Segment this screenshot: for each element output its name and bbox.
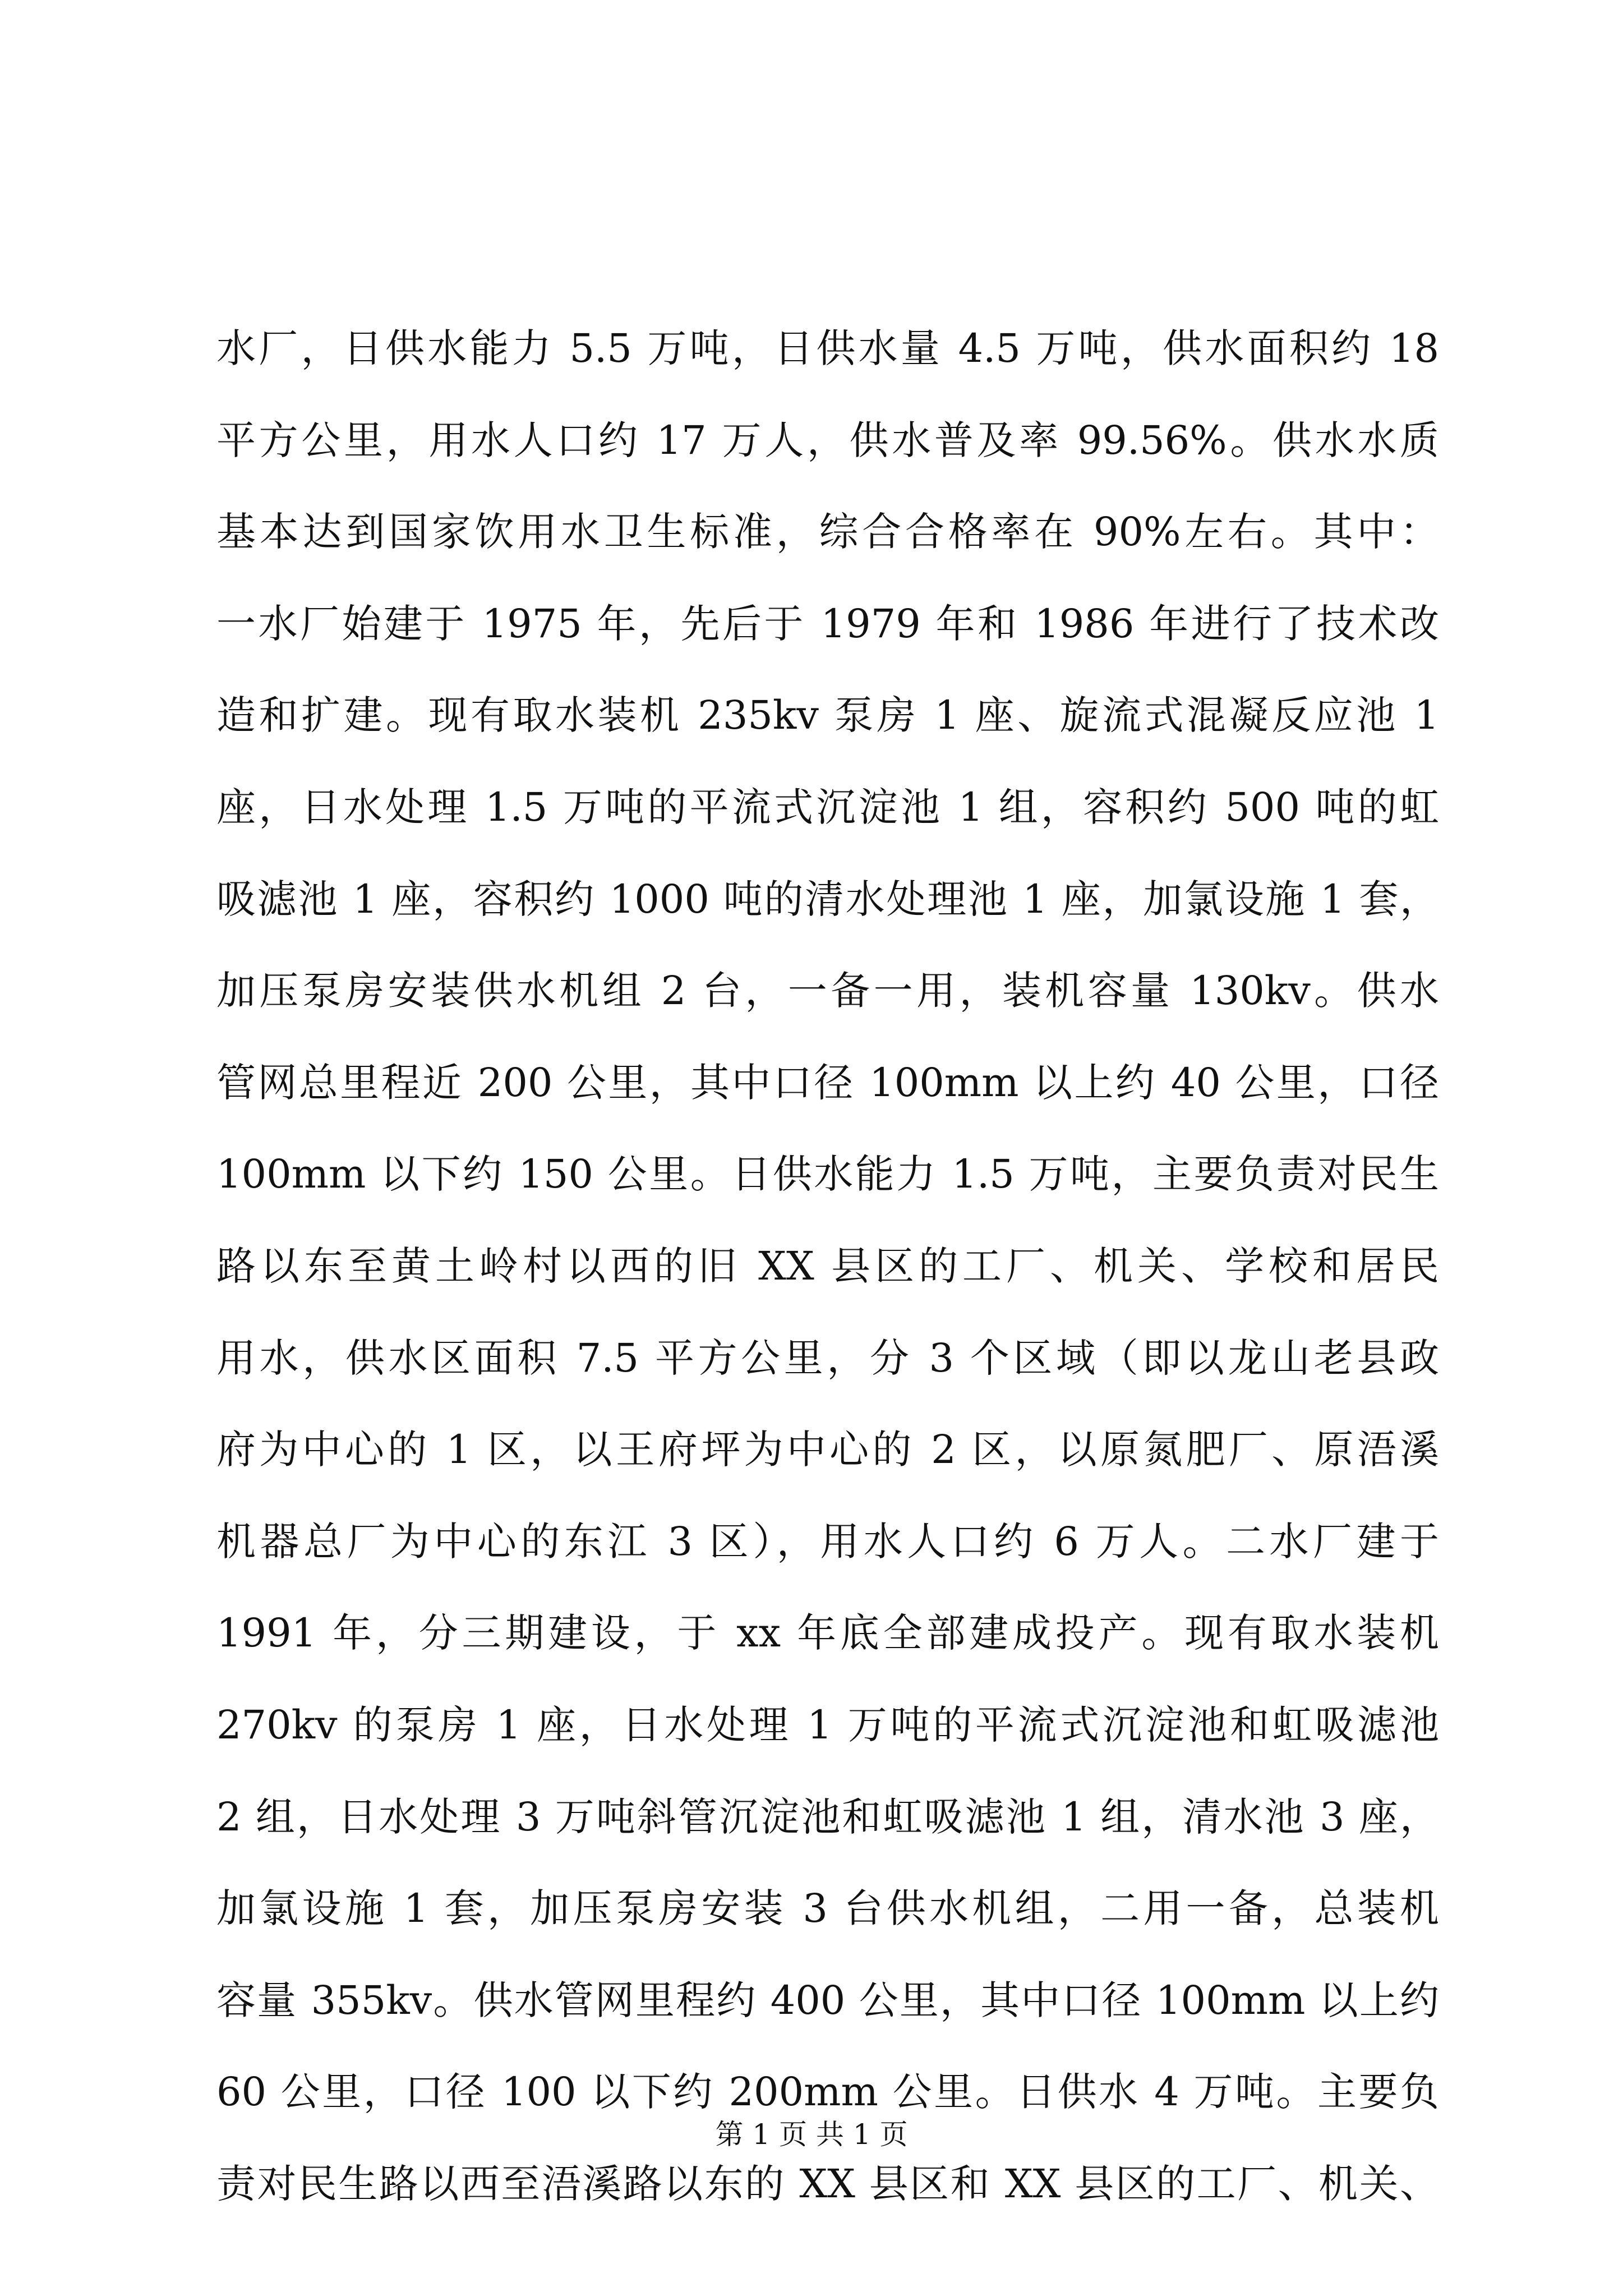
text-line: 1991 年，分三期建设，于 xx 年底全部建成投产。现有取水装机 [216, 1610, 1439, 1657]
text-line: 容量 355kv。供水管网里程约 400 公里，其中口径 100mm 以上约 [216, 1977, 1439, 2023]
text-line: 加压泵房安装供水机组 2 台，一备一用，装机容量 130kv。供水 [216, 968, 1439, 1014]
page-footer: 第 1 页 共 1 页 [715, 2118, 908, 2151]
text-line: 府为中心的 1 区，以王府坪为中心的 2 区，以原氮肥厂、原浯溪 [216, 1427, 1439, 1473]
text-line: 60 公里，口径 100 以下约 200mm 公里。日供水 4 万吨。主要负 [216, 2069, 1439, 2115]
text-line: 管网总里程近 200 公里，其中口径 100mm 以上约 40 公里，口径 [216, 1059, 1439, 1106]
text-line: 用水，供水区面积 7.5 平方公里，分 3 个区域（即以龙山老县政 [216, 1335, 1439, 1381]
text-line: 加氯设施 1 套，加压泵房安装 3 台供水机组，二用一备，总装机 [216, 1885, 1439, 1932]
text-line: 100mm 以下约 150 公里。日供水能力 1.5 万吨，主要负责对民生 [216, 1151, 1439, 1198]
text-line: 造和扩建。现有取水装机 235kv 泵房 1 座、旋流式混凝反应池 1 [216, 692, 1439, 739]
text-line: 座，日水处理 1.5 万吨的平流式沉淀池 1 组，容积约 500 吨的虹 [216, 784, 1439, 830]
text-line: 责对民生路以西至浯溪路以东的 XX 县区和 XX 县区的工厂、机关、 [216, 2160, 1439, 2207]
text-line: 270kv 的泵房 1 座，日水处理 1 万吨的平流式沉淀池和虹吸滤池 [216, 1701, 1439, 1748]
text-line: 吸滤池 1 座，容积约 1000 吨的清水处理池 1 座，加氯设施 1 套， [216, 876, 1439, 922]
text-line: 基本达到国家饮用水卫生标准，综合合格率在 90%左右。其中： [216, 509, 1439, 555]
text-line: 机器总厂为中心的东江 3 区），用水人口约 6 万人。二水厂建于 [216, 1518, 1439, 1565]
text-line: 平方公里，用水人口约 17 万人，供水普及率 99.56%。供水水质 [216, 417, 1439, 463]
body-text [216, 303, 1439, 2230]
text-line: 2 组，日水处理 3 万吨斜管沉淀池和虹吸滤池 1 组，清水池 3 座， [216, 1793, 1439, 1840]
text-line: 一水厂始建于 1975 年，先后于 1979 年和 1986 年进行了技术改 [216, 600, 1439, 647]
text-line: 路以东至黄土岭村以西的旧 XX 县区的工厂、机关、学校和居民 [216, 1243, 1439, 1289]
text-line: 水厂，日供水能力 5.5 万吨，日供水量 4.5 万吨，供水面积约 18 [216, 325, 1439, 371]
